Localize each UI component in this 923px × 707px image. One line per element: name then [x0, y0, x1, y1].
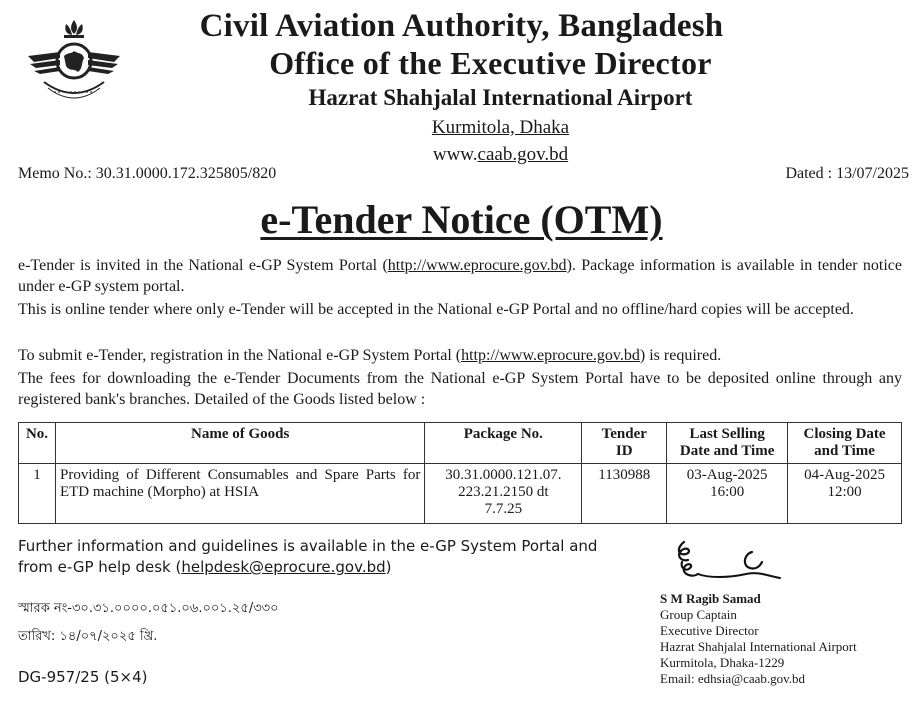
cell-closing: 04-Aug-2025 12:00 — [788, 464, 902, 524]
notice-title: e-Tender Notice (OTM) — [260, 197, 663, 242]
col-header-tender-id: Tender ID — [582, 423, 667, 464]
signatory-airport: Hazrat Shahjalal International Airport — [660, 639, 857, 654]
bangla-date: তারিখ: ১৪/০৭/২০২৫ খ্রি. — [18, 629, 158, 644]
signatory-block — [660, 591, 857, 687]
signatory-title: Executive Director — [660, 623, 759, 638]
cell-package: 30.31.0000.121.07. 223.21.2150 dt 7.7.25 — [425, 464, 582, 524]
signatory-rank: Group Captain — [660, 607, 737, 622]
cell-last-selling: 03-Aug-2025 16:00 — [667, 464, 788, 524]
dg-number: DG-957/25 (5×4) — [18, 668, 148, 686]
notice-paragraph-2: This is online tender where only e-Tender will be accepted in the National e-GP Portal and no offline/hard copies will be accepted. — [18, 301, 854, 318]
tender-table — [18, 422, 902, 524]
eprocure-link[interactable]: http://www.eprocure.gov.bd — [387, 257, 567, 274]
org-name: Civil Aviation Authority, Bangladesh — [199, 8, 724, 44]
col-header-goods: Name of Goods — [55, 423, 424, 464]
further-info: Further information and guidelines is available in the e-GP System Portal and from e-GP help desk (helpdesk@eprocure.gov.bd) — [18, 537, 598, 576]
eprocure-link[interactable]: http://www.eprocure.gov.bd — [461, 347, 640, 364]
bangla-memo-number: স্মারক নং-৩০.৩১.০০০০.০৫১.০৬.০০১.২৫/৩৩০ — [18, 601, 279, 616]
helpdesk-email-link[interactable]: helpdesk@eprocure.gov.bd — [181, 558, 386, 576]
notice-paragraph-4: The fees for downloading the e-Tender Documents from the National e-GP System Portal have to be deposited online through any registered bank's branches. Detailed of the Goods listed below : — [18, 370, 902, 408]
airport-name: Hazrat Shahjalal International Airport — [308, 85, 693, 110]
location: Kurmitola, Dhaka — [431, 117, 570, 138]
cell-no: 1 — [19, 464, 56, 524]
col-header-closing: Closing Date and Time — [788, 423, 902, 464]
col-header-last-selling: Last Selling Date and Time — [667, 423, 788, 464]
col-header-package: Package No. — [425, 423, 582, 464]
signatory-email[interactable]: Email: edhsia@caab.gov.bd — [660, 671, 806, 686]
table-header-row — [19, 423, 902, 464]
table-row — [19, 464, 902, 524]
col-header-no: No. — [19, 423, 56, 464]
signatory-name: S M Ragib Samad — [660, 591, 761, 606]
signatory-address: Kurmitola, Dhaka-1229 — [660, 655, 785, 670]
memo-date: Dated : 13/07/2025 — [785, 165, 909, 182]
cell-tender-id: 1130988 — [582, 464, 667, 524]
cell-goods: Providing of Different Consumables and Spare Parts for ETD machine (Morpho) at HSIA — [55, 464, 424, 524]
notice-paragraph-3: To submit e-Tender, registration in the National e-GP System Portal (http://www.eprocure.gov.bd) is required. — [18, 347, 722, 364]
memo-number: Memo No.: 30.31.0000.172.325805/820 — [18, 165, 277, 182]
office-name: Office of the Executive Director — [269, 45, 712, 81]
signature-icon — [668, 538, 788, 584]
website[interactable]: www.caab.gov.bd — [432, 144, 569, 165]
notice-paragraph-1: e-Tender is invited in the National e-GP System Portal (http://www.eprocure.gov.bd). Package information is available in tender notice under e-GP system portal. — [18, 257, 903, 295]
